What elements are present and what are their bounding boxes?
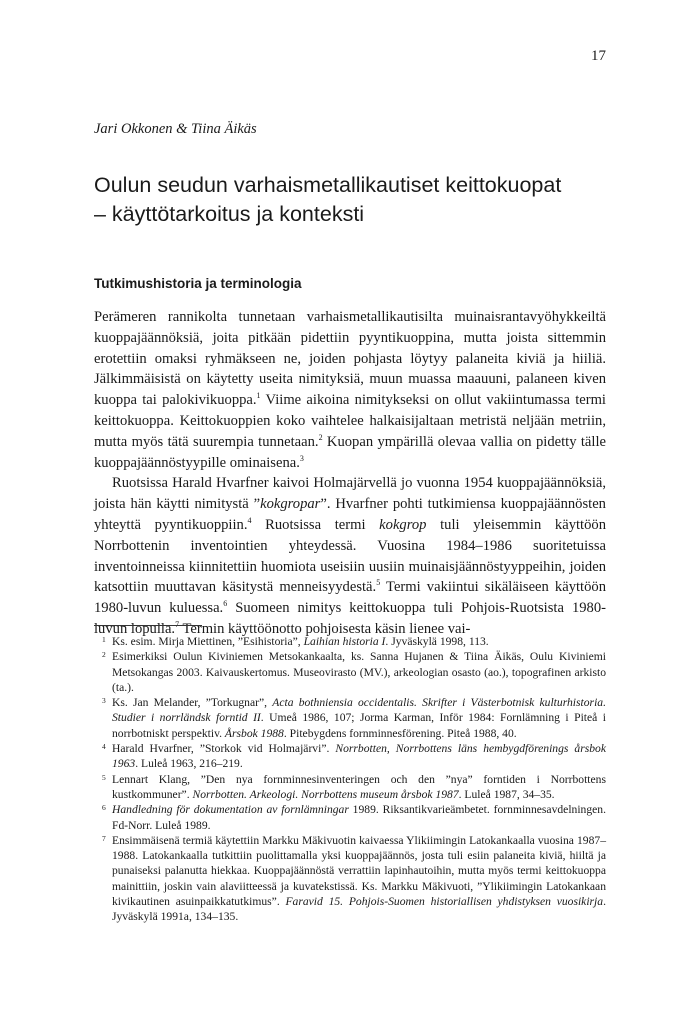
footnote	[94, 802, 606, 833]
footnote-number: 7	[102, 833, 106, 843]
text-run: Ruotsissa termi	[251, 516, 380, 533]
footnote	[94, 634, 606, 649]
term-kokgrop: kokgrop	[379, 516, 427, 533]
article-title	[94, 171, 634, 229]
section-heading: Tutkimushistoria ja terminologia	[94, 276, 302, 291]
text-run: Viime aikoina nimitykseksi on ollut vakiintumassa termi keittokuoppa. Keittokuoppien koko vaihtelee halkaisijaltaan metristä neljään metriin, mutta myös tätä suurempia tunnetaan.	[94, 392, 606, 450]
authors: Jari Okkonen & Tiina Äikäs	[94, 121, 257, 137]
title-line-1: Oulun seudun varhaismetallikautiset keittokuopat	[94, 173, 562, 197]
footnote-italic: Faravid 15. Pohjois-Suomen historiallisen yhdistyksen vuosikirja	[285, 895, 604, 909]
footnote-text: . Luleå 1987, 34–35.	[458, 787, 555, 801]
footnote-italic: Laihian historia I	[303, 635, 386, 648]
body-text	[94, 307, 606, 640]
footnote-divider	[94, 625, 202, 626]
footnote-text: Esimerkiksi Oulun Kiviniemen Metsokankaalta, ks. Sanna Hujanen & Tiina Äikäs, Oulu Kiviniemi Metsokangas 2003. Kaivauskertomus. Museovirasto (MV.), arkeologian osasto (ao.), topografinen arkisto (ta.).	[112, 650, 606, 694]
footnote-italic: Handledning för dokumentation av fornlämningar	[112, 803, 349, 817]
text-run: tuli yleisemmin käyttöön Norrbottenin inventointien yhteydessä. Vuosina 1984–1986 suoritetuissa inventoinneissa kiinnitettiin huomiota useisiin uusiin muinaisjäännöstyyppeihin, joiden katsottiin muuttavan käsitystä menneisyydestä.	[94, 516, 606, 596]
footnote-text: . Luleå 1963, 216–219.	[135, 757, 243, 771]
footnote-number: 2	[102, 650, 106, 660]
text-run: Perämeren rannikolta tunnetaan varhaismetallikautisilta muinaisrantavyöhykkeiltä kuoppajäännöksiä, joita pitkään pidettiin pyyntikuoppina, mutta joista sittemmin erotettiin omaksi ryhmäkseen ne, joiden pohjasta löytyy palaneita kiviä ja hiiliä. Jälkimmäisistä on käytetty useita nimityksiä, muun muassa maauuni, palaneen kiven kuoppa tai palokivikuoppa.	[94, 309, 606, 409]
footnote-italic: Norrbotten. Arkeologi. Norrbottens museum årsbok 1987	[192, 787, 459, 801]
footnote-ref-5[interactable]: 5	[376, 578, 381, 588]
footnote-ref-3[interactable]: 3	[299, 453, 304, 463]
text-run: Termi vakiintui sikäläiseen käyttöön 1980-luvun kuluessa.	[94, 579, 606, 617]
footnote-text: . Umeå 1986, 107; Jorma Karman, Inför 1984: Fornlämning i Piteå i norrbotniskt perspektiv.	[112, 711, 606, 740]
footnote-number: 3	[102, 696, 106, 706]
footnote-text: . Jyväskylä 1991a, 134–135.	[112, 895, 606, 924]
footnote	[94, 695, 606, 741]
footnote-number: 1	[102, 635, 106, 644]
term-kokgropar: kokgropar	[260, 496, 321, 513]
footnote-ref-6[interactable]: 6	[223, 599, 228, 609]
text-run: Kuopan ympärillä olevaa vallia on pidetty tälle kuoppajäännöstyypille ominaisena.	[94, 433, 606, 471]
text-run: Termin käyttöönotto pohjoisesta käsin lienee vai-	[179, 620, 471, 637]
footnote-number: 5	[102, 772, 106, 782]
paragraph-1	[94, 307, 606, 473]
footnote-text: Ensimmäisenä termiä käytettiin Markku Mäkivuotin kaivaessa Ylikiimingin Latokankaalla vuosina 1987–1988. Latokankaalla tutkittiin puolittamalla yksi kuoppajäännös, josta tuli esiin palaneita kiviä, hiiltä ja punaiseksi palanutta hiekkaa. Kuoppajäännöstä verrattiin lapinhautoihin, mutta myös termi keittokuoppa mainittiin, joskin vain alaviitteessä ja kuvatekstissä. Ks. Markku Mäkivuoti, ”Ylikiimingin Latokankaan kivikautinen asuinpaikkatutkimus”.	[112, 833, 606, 909]
text-run: Suomeen nimitys keittokuoppa tuli Pohjois-Ruotsista 1980-luvun lopulla.	[94, 600, 606, 637]
text-run: Ruotsissa Harald Hvarfner kaivoi Holmajärvellä jo vuonna 1954 kuoppajäännöksiä, joista hän käytti nimitystä ”	[94, 475, 606, 513]
footnote-ref-1[interactable]: 1	[256, 391, 261, 401]
footnote-ref-2[interactable]: 2	[318, 432, 323, 442]
footnote-number: 4	[102, 742, 106, 752]
footnote-italic: Norrbotten, Norrbottens läns hembygdförenings årsbok 1963	[112, 742, 606, 771]
footnote-number: 6	[102, 803, 106, 813]
footnote-text: Harald Hvarfner, ”Storkok vid Holmajärvi”.	[112, 742, 336, 756]
footnote-text: Ks. esim. Mirja Miettinen, ”Esihistoria”,	[112, 635, 304, 648]
footnote	[94, 833, 606, 925]
footnote	[94, 741, 606, 772]
footnote-italic: Acta bothniensia occidentalis. Skrifter i Västerbotnisk kulturhistoria. Studier i norrländsk forntid II	[112, 696, 606, 725]
footnote-italic: Årsbok 1988	[224, 726, 284, 740]
paragraph-2	[94, 473, 606, 639]
footnote-text: . Jyväskylä 1998, 113.	[385, 635, 489, 648]
text-run: ”. Hvarfner pohti tutkimiensa kuoppajäännösten yhteyttä pyyntikuoppiin.	[94, 496, 606, 533]
footnote	[94, 649, 606, 695]
footnote-text: Lennart Klang, ”Den nya fornminnesinventeringen och den ”nya” forntiden i Norrbottens kustkommuner”.	[112, 772, 606, 801]
footnotes	[94, 634, 606, 925]
title-line-2: – käyttötarkoitus ja konteksti	[94, 202, 365, 226]
footnote	[94, 772, 606, 803]
page-number: 17	[591, 48, 606, 64]
footnote-ref-7[interactable]: 7	[175, 620, 180, 630]
footnote-ref-4[interactable]: 4	[247, 516, 252, 526]
footnote-text: . Pitebygdens fornminnesförening. Piteå 1988, 40.	[283, 726, 517, 740]
footnote-text: 1989. Riksantikvarieämbetet. fornminnesavdelningen. Fd-Norr. Luleå 1989.	[112, 803, 606, 832]
footnote-text: Ks. Jan Melander, ”Torkugnar”,	[112, 696, 273, 710]
